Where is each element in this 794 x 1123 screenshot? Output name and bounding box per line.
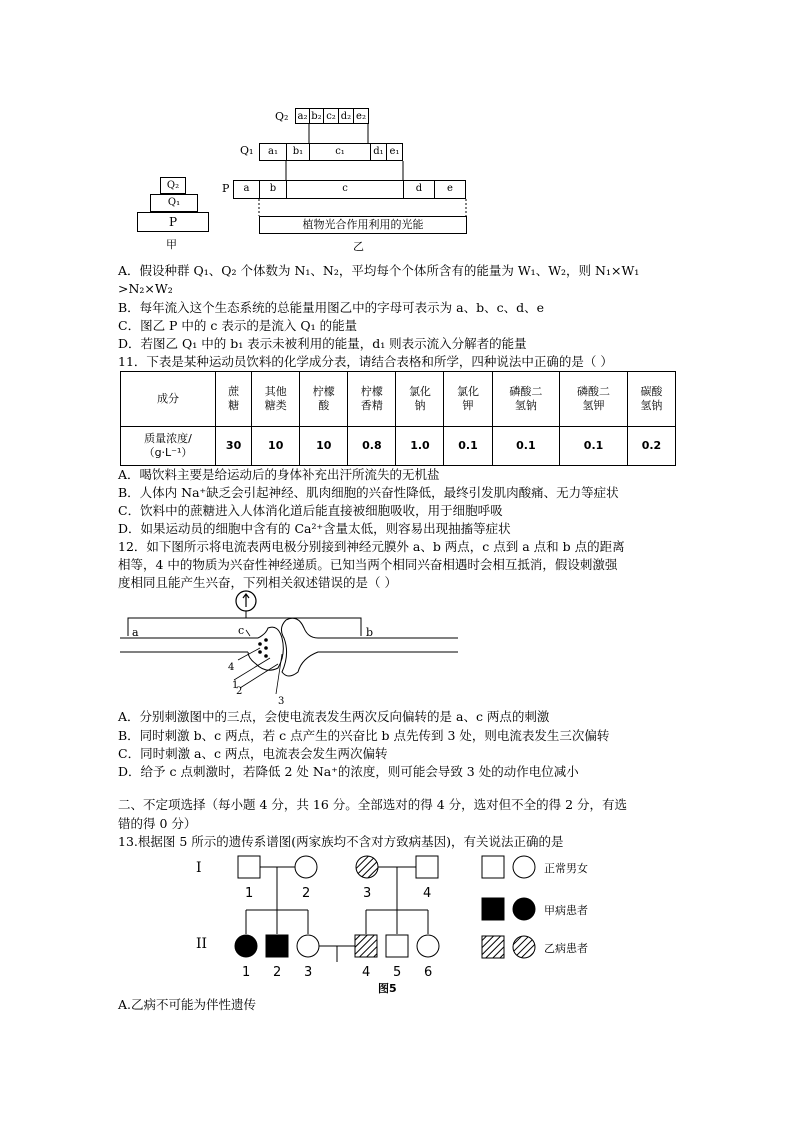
table-cell: 0.1	[492, 427, 560, 466]
q12-option-c: C．同时刺激 a、c 两点，电流表会发生两次偏转	[118, 746, 388, 761]
table-col-header: 其他 糖类	[252, 372, 300, 427]
bracket-light-energy: 植物光合作用利用的光能	[259, 216, 467, 234]
q2-a2: a₂	[295, 108, 310, 124]
q10-option-b: B．每年流入这个生态系统的总能量用图乙中的字母可表示为 a、b、c、d、e	[118, 300, 545, 315]
label-2: 2	[236, 686, 243, 697]
q10-option-d: D．若图乙 Q₁ 中的 b₁ 表示未被利用的能量，d₁ 则表示流入分解者的能量	[118, 336, 527, 351]
table-row-label: 质量浓度/ （g·L⁻¹）	[121, 427, 216, 466]
svg-text:2: 2	[302, 886, 311, 901]
q11-stem: 11．下表是某种运动员饮料的化学成分表，请结合表格和所学，四种说法中正确的是（ ）	[118, 354, 613, 369]
composition-table	[120, 371, 676, 466]
q12-stem-1: 12．如下图所示将电流表两电极分别接到神经元膜外 a、b 两点，c 点到 a 点和 b 点的距离	[118, 539, 625, 554]
p-e: e	[434, 180, 466, 199]
q10-option-a: A．假设种群 Q₁、Q₂ 个体数为 N₁、N₂，平均每个个体所含有的能量为 W₁、W₂，则 N₁×W₁	[118, 263, 640, 278]
table-cell: 10	[252, 427, 300, 466]
q10-option-a-cont: >N₂×W₂	[118, 281, 173, 296]
pyramid-q2: Q₂	[160, 177, 186, 194]
q12-option-d: D．给予 c 点刺激时，若降低 2 处 Na⁺的浓度，则可能会导致 3 处的动作电位减小	[118, 764, 579, 779]
table-cell: 0.8	[348, 427, 396, 466]
q11-option-d: D．如果运动员的细胞中含有的 Ca²⁺含量太低，则容易出现抽搐等症状	[118, 521, 511, 536]
legend-disease-b: 乙病患者	[544, 942, 588, 955]
pyramid-q1: Q₁	[150, 194, 198, 212]
pedigree-figure	[190, 850, 620, 1000]
caption-yi: 乙	[353, 240, 364, 253]
legend-normal: 正常男女	[544, 862, 588, 875]
svg-text:5: 5	[393, 965, 402, 980]
q12-option-a: A．分别刺激图中的三点，会使电流表发生两次反向偏转的是 a、c 两点的刺激	[118, 709, 550, 724]
label-3: 3	[278, 696, 285, 707]
table-cell: 0.1	[560, 427, 628, 466]
legend-disease-a: 甲病患者	[544, 904, 588, 917]
q11-option-b: B．人体内 Na⁺缺乏会引起神经、肌肉细胞的兴奋性降低，最终引发肌肉酸痛、无力等症状	[118, 485, 619, 500]
table-col-header: 磷酸二 氢钠	[492, 372, 560, 427]
q1-d1: d₁	[370, 143, 387, 161]
label-q1: Q₁	[240, 144, 254, 157]
label-a: a	[132, 626, 139, 639]
q11-option-a: A．喝饮料主要是给运动后的身体补充出汗所流失的无机盐	[118, 467, 440, 482]
table-col-header: 蔗 糖	[216, 372, 252, 427]
gen-label-2: II	[196, 936, 208, 952]
label-p: P	[222, 182, 230, 195]
table-col-header: 柠檬 香精	[348, 372, 396, 427]
q12-option-b: B．同时刺激 b、c 两点，若 c 点产生的兴奋比 b 点先传到 3 处，则电流表发生三次偏转	[118, 728, 610, 743]
table-col-header: 氯化 钾	[444, 372, 492, 427]
table-cell: 10	[300, 427, 348, 466]
q12-stem-2: 相等，4 中的物质为兴奋性神经递质。已知当两个相同兴奋相遇时会相互抵消，假设刺激强	[118, 557, 618, 572]
q13-option-a: A.乙病不可能为伴性遗传	[118, 997, 257, 1012]
q11-option-c: C．饮料中的蔗糖进入人体消化道后能直接被细胞吸收，用于细胞呼吸	[118, 503, 503, 518]
q2-c2: c₂	[323, 108, 339, 124]
svg-text:2: 2	[273, 965, 282, 980]
table-header-label: 成分	[121, 372, 216, 427]
table-col-header: 氯化 钠	[396, 372, 444, 427]
label-1: 1	[232, 680, 239, 691]
svg-text:4: 4	[423, 886, 432, 901]
svg-text:4: 4	[362, 965, 371, 980]
svg-text:6: 6	[424, 965, 433, 980]
label-b: b	[366, 626, 374, 639]
q2-b2: b₂	[309, 108, 324, 124]
section2-title-1: 二、不定项选择（每小题 4 分，共 16 分。全部选对的得 4 分，选对但不全的得 2 分，有选	[118, 797, 628, 812]
table-col-header: 柠檬 酸	[300, 372, 348, 427]
pyramid-p: P	[137, 212, 209, 232]
caption-jia: 甲	[166, 238, 177, 251]
svg-text:3: 3	[304, 965, 313, 980]
table-col-header: 磷酸二 氢钾	[560, 372, 628, 427]
q1-a1: a₁	[259, 143, 287, 161]
p-d: d	[403, 180, 435, 199]
table-cell: 0.1	[444, 427, 492, 466]
label-q2: Q₂	[275, 110, 289, 123]
table-cell: 30	[216, 427, 252, 466]
p-c: c	[286, 180, 404, 199]
q12-stem-3: 度相同且能产生兴奋，下列相关叙述错误的是（ ）	[118, 575, 397, 590]
svg-text:1: 1	[245, 886, 254, 901]
q2-d2: d₂	[338, 108, 354, 124]
q13-stem: 13.根据图 5 所示的遗传系谱图(两家族均不含对方致病基因)，有关说法正确的是	[118, 834, 564, 849]
p-a: a	[233, 180, 260, 199]
gen-label-1: I	[196, 860, 202, 876]
svg-text:3: 3	[363, 886, 372, 901]
table-col-header: 碳酸 氢钠	[627, 372, 675, 427]
svg-text:1: 1	[242, 965, 251, 980]
fig5-caption: 图5	[378, 982, 397, 995]
table-cell: 0.2	[627, 427, 675, 466]
q1-c1: c₁	[309, 143, 371, 161]
neuron-figure	[118, 588, 458, 708]
label-c: c	[238, 624, 245, 637]
table-cell: 1.0	[396, 427, 444, 466]
label-4: 4	[228, 662, 235, 673]
p-b: b	[259, 180, 287, 199]
section2-title-2: 错的得 0 分）	[118, 816, 197, 831]
q1-e1: e₁	[386, 143, 403, 161]
q10-option-c: C．图乙 P 中的 c 表示的是流入 Q₁ 的能量	[118, 318, 358, 333]
q1-b1: b₁	[286, 143, 310, 161]
q2-e2: e₂	[353, 108, 369, 124]
